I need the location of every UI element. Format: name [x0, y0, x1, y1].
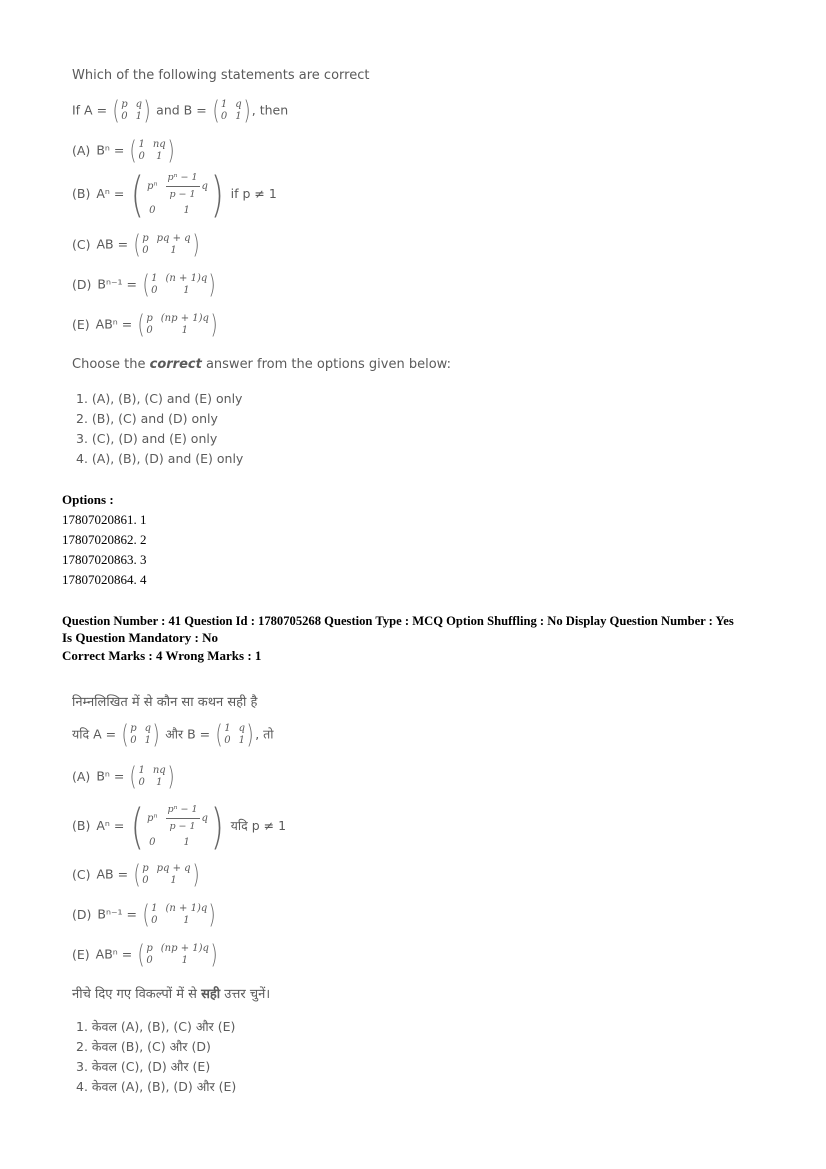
statement-a-hindi: (A) Bⁿ = ( 1 nq 0 1 ) — [72, 762, 175, 792]
list-item: 3. (C), (D) and (E) only — [76, 431, 218, 446]
given-line-hindi: यदि A = ( p q 0 1 ) और B = ( 1 q 0 1 ) , तो — [72, 720, 274, 750]
list-item: 4. केवल (A), (B), (D) और (E) — [76, 1079, 237, 1094]
statement-b-hindi: (B) Aⁿ = ( pⁿ $\frac{\text{pⁿ − 1}}{p - 1}$ q 0 1 ) यदि p ≠ 1 — [72, 798, 287, 855]
list-item: 3. केवल (C), (D) और (E) — [76, 1059, 211, 1074]
list-item: 1. (A), (B), (C) and (E) only — [76, 391, 243, 406]
option-item: 17807020861. 1 — [62, 512, 147, 527]
option-item: 17807020862. 2 — [62, 532, 147, 547]
list-item: 2. केवल (B), (C) और (D) — [76, 1039, 211, 1054]
given-line — [72, 98, 288, 124]
list-item: 2. (B), (C) and (D) only — [76, 411, 218, 426]
choose-instruction: Choose the correct answer from the options given below: — [72, 357, 451, 372]
question-meta-line1: Question Number : 41 Question Id : 1780705268 Question Type : MCQ Option Shuffling : No Display Question Number : Yes — [62, 614, 734, 628]
matrix-a: ( p q 0 1 ) — [112, 96, 151, 126]
statement-b: (B) Aⁿ = ( pⁿ $\frac{\text{pⁿ − 1}}{p - 1}$ q 0 1 ) if p ≠ 1 — [72, 166, 277, 223]
choose-instruction-hindi: नीचे दिए गए विकल्पों में से सही उत्तर चुनें। — [72, 987, 271, 1002]
given-and: and B = — [156, 102, 207, 118]
statement-c-hindi: (C) AB = ( p pq + q 0 1 ) — [72, 860, 200, 890]
statement-e: (E) ABⁿ = ( p (np + 1)q 0 1 ) — [72, 310, 218, 340]
given-prefix: If A = — [72, 102, 108, 118]
options-heading: Options : — [62, 492, 114, 507]
question-text-hindi: निम्नलिखित में से कौन सा कथन सही है — [72, 695, 258, 710]
statement-a: (A) Bⁿ = ( 1 nq 0 1 ) — [72, 136, 175, 166]
question-text: Which of the following statements are correct — [72, 68, 370, 83]
statement-d: (D) Bⁿ⁻¹ = ( 1 (n + 1)q 0 1 ) — [72, 270, 216, 300]
statement-c: (C) AB = ( p pq + q 0 1 ) — [72, 230, 200, 260]
option-item: 17807020864. 4 — [62, 572, 147, 587]
list-item: 4. (A), (B), (D) and (E) only — [76, 451, 244, 466]
list-item: 1. केवल (A), (B), (C) और (E) — [76, 1019, 236, 1034]
statement-d-hindi: (D) Bⁿ⁻¹ = ( 1 (n + 1)q 0 1 ) — [72, 900, 216, 930]
option-item: 17807020863. 3 — [62, 552, 147, 567]
matrix-b: ( 1 q 0 1 ) — [212, 96, 251, 126]
statement-e-hindi: (E) ABⁿ = ( p (np + 1)q 0 1 ) — [72, 940, 218, 970]
marks-line: Correct Marks : 4 Wrong Marks : 1 — [62, 648, 262, 663]
question-meta-line2: Is Question Mandatory : No — [62, 630, 219, 645]
given-then: , then — [251, 102, 289, 118]
